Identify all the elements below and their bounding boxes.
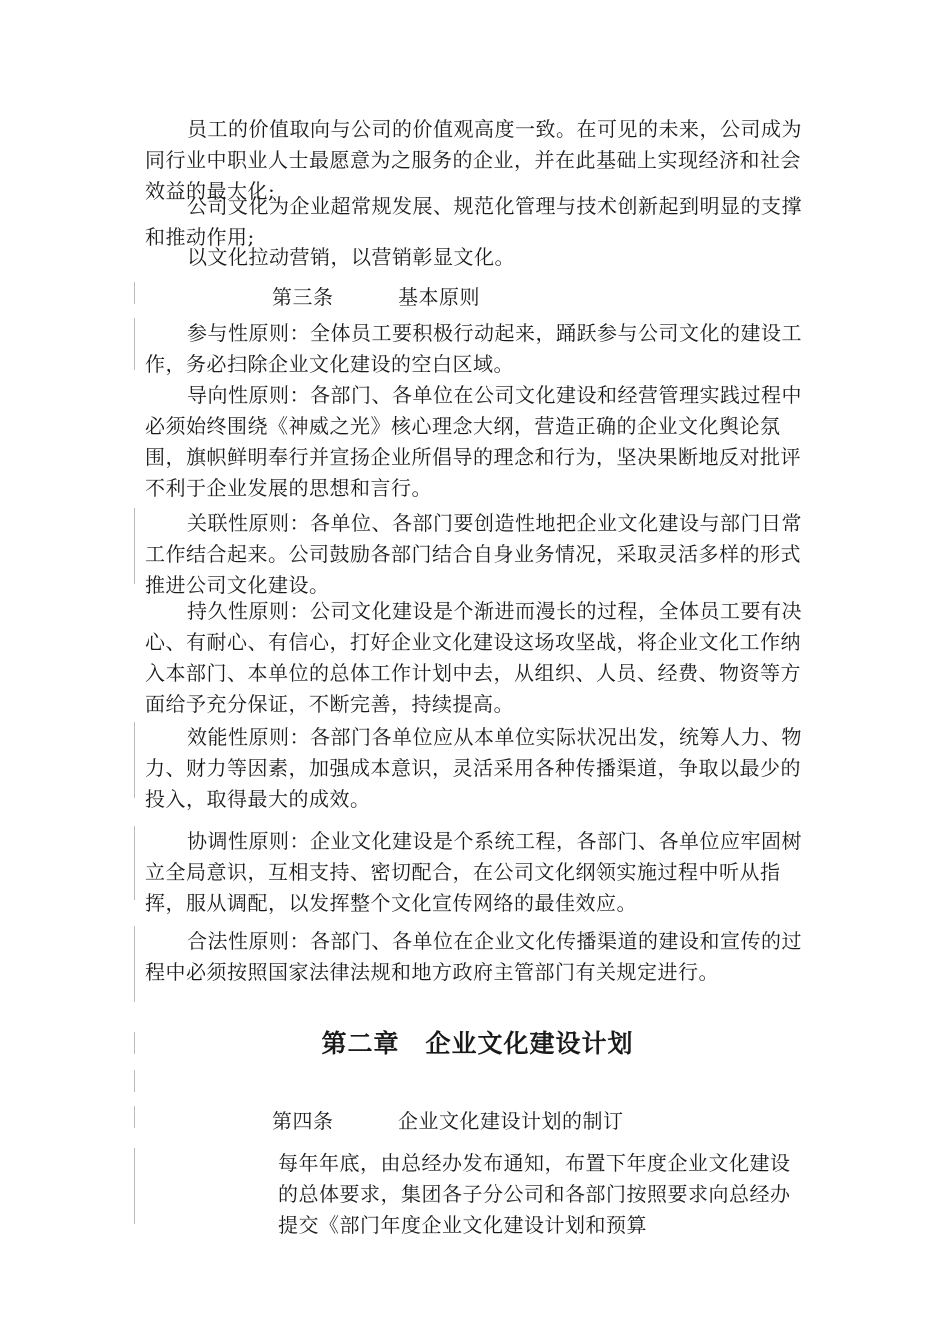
principle-paragraph: 关联性原则：各单位、各部门要创造性地把企业文化建设与部门日常工作结合起来。公司鼓励各部门结合自身业务情况，采取灵活多样的形式推进公司文化建设。 bbox=[145, 511, 802, 597]
principle-paragraph: 效能性原则：各部门各单位应从本单位实际状况出发，统筹人力、物力、财力等因素，加强成本意识，灵活采用各种传播渠道，争取以最少的投入，取得最大的成效。 bbox=[145, 725, 802, 811]
revision-bar bbox=[134, 1070, 135, 1092]
article-number: 第四条 bbox=[272, 1109, 334, 1133]
revision-bar bbox=[134, 826, 135, 900]
chapter-title: 企业文化建设计划 bbox=[425, 1029, 634, 1058]
chapter-number: 第二章 bbox=[321, 1029, 400, 1058]
revision-bar bbox=[134, 1032, 135, 1054]
article-title: 基本原则 bbox=[398, 285, 480, 309]
revision-bar bbox=[134, 508, 135, 584]
revision-bar bbox=[134, 1106, 135, 1128]
intro-paragraph: 员工的价值取向与公司的价值观高度一致。在可见的未来，公司成为同行业中职业人士最愿意为之服务的企业，并在此基础上实现经济和社会效益的最大化; bbox=[145, 117, 802, 203]
revision-bar bbox=[134, 926, 135, 1002]
revision-bar bbox=[134, 722, 135, 798]
article-title: 企业文化建设计划的制订 bbox=[398, 1109, 624, 1133]
article-4-body: 每年年底，由总经办发布通知，布置下年度企业文化建设的总体要求，集团各子分公司和各部门按照要求向总经办提交《部门年度企业文化建设计划和预算 bbox=[278, 1151, 791, 1237]
intro-paragraph: 公司文化为企业超常规发展、规范化管理与技术创新起到明显的支撑和推动作用; bbox=[145, 194, 802, 249]
intro-paragraph: 以文化拉动营销，以营销彰显文化。 bbox=[187, 245, 515, 269]
revision-bar bbox=[134, 282, 135, 304]
principle-paragraph: 协调性原则：企业文化建设是个系统工程，各部门、各单位应牢固树立全局意识，互相支持、密切配合，在公司文化纲领实施过程中听从指挥，服从调配，以发挥整个文化宣传网络的最佳效应。 bbox=[145, 829, 802, 915]
article-number: 第三条 bbox=[272, 285, 334, 309]
principle-paragraph: 持久性原则：公司文化建设是个渐进而漫长的过程，全体员工要有决心、有耐心、有信心，打好企业文化建设这场攻坚战，将企业文化工作纳入本部门、本单位的总体工作计划中去，从组织、人员、经费、物资等方面给予充分保证，不断完善，持续提高。 bbox=[145, 599, 802, 716]
chapter-heading bbox=[145, 1026, 810, 1062]
principle-paragraph: 导向性原则：各部门、各单位在公司文化建设和经营管理实践过程中必须始终围绕《神威之光》核心理念大纲，营造正确的企业文化舆论氛围，旗帜鲜明奉行并宣扬企业所倡导的理念和行为，坚决果断地反对批评不利于企业发展的思想和言行。 bbox=[145, 383, 802, 500]
revision-bar bbox=[134, 1148, 135, 1224]
principle-paragraph: 参与性原则：全体员工要积极行动起来，踊跃参与公司文化的建设工作，务必扫除企业文化建设的空白区域。 bbox=[145, 321, 802, 376]
principle-paragraph: 合法性原则：各部门、各单位在企业文化传播渠道的建设和宣传的过程中必须按照国家法律法规和地方政府主管部门有关规定进行。 bbox=[145, 929, 802, 984]
revision-bar bbox=[134, 318, 135, 370]
